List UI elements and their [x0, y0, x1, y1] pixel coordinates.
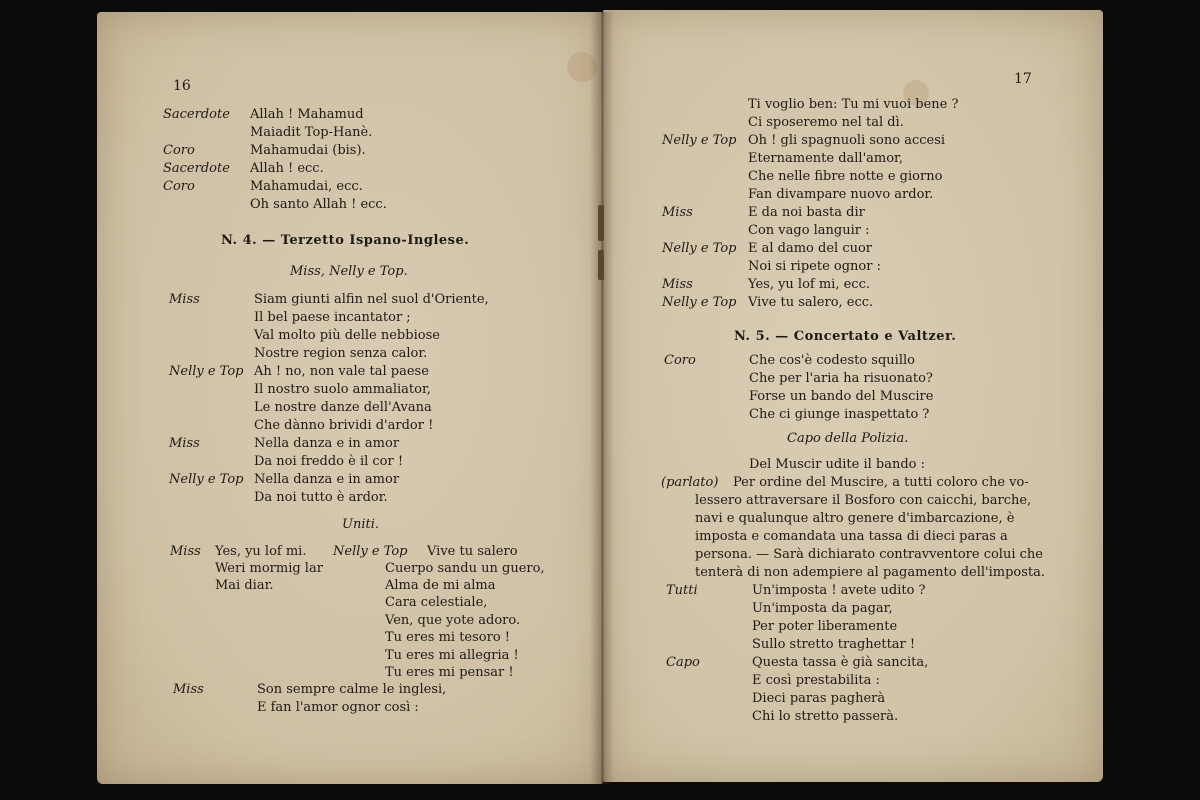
- verse-line: Mai diar.: [215, 578, 274, 593]
- speaker: Nelly e Top: [662, 295, 737, 310]
- prose-line: lessero attraversare il Bosforo con caicchi, barche,: [695, 493, 1032, 508]
- speaker: Sacerdote: [163, 161, 230, 176]
- speaker: Coro: [163, 179, 195, 194]
- page-number: 16: [173, 78, 191, 94]
- speaker: Sacerdote: [163, 107, 230, 122]
- verse-line: E da noi basta dir: [748, 205, 865, 220]
- verse-line: Un'imposta ! avete udito ?: [752, 583, 926, 598]
- speaker: Miss: [170, 544, 201, 559]
- verse-line: Forse un bando del Muscire: [749, 389, 934, 404]
- verse-line: Oh santo Allah ! ecc.: [250, 197, 387, 212]
- verse-line: Con vago languir :: [748, 223, 870, 238]
- verse-line: Le nostre danze dell'Avana: [254, 400, 432, 415]
- verse-line: Mahamudai, ecc.: [250, 179, 363, 194]
- speaker: Miss: [662, 205, 693, 220]
- page-number: 17: [1014, 71, 1032, 87]
- verse-line: Val molto più delle nebbiose: [254, 328, 440, 343]
- right-page: [603, 10, 1103, 782]
- verse-line: Siam giunti alfin nel suol d'Oriente,: [254, 292, 489, 307]
- verse-line: Yes, yu lof mi.: [215, 544, 307, 559]
- verse-line: Cuerpo sandu un guero,: [385, 561, 545, 576]
- verse-line: Vive tu salero: [427, 544, 518, 559]
- verse-line: Maiadit Top-Hanè.: [250, 125, 373, 140]
- verse-line: Oh ! gli spagnuoli sono accesi: [748, 133, 946, 148]
- verse-line: Weri mormig lar: [215, 561, 323, 576]
- prose-line: navi e qualunque altro genere d'imbarcazione, è: [695, 511, 1015, 526]
- binding-stitch: [598, 250, 604, 280]
- speaker: Nelly e Top: [169, 364, 244, 379]
- verse-line: Nostre region senza calor.: [254, 346, 428, 361]
- speaker: Miss: [662, 277, 693, 292]
- capo-heading: Capo della Polizia.: [787, 431, 909, 446]
- speaker: Capo: [666, 655, 700, 670]
- verse-line: Questa tassa è già sancita,: [752, 655, 929, 670]
- speaker: Nelly e Top: [333, 544, 408, 559]
- verse-line: Chi lo stretto passerà.: [752, 709, 899, 724]
- verse-line: Da noi tutto è ardor.: [254, 490, 388, 505]
- verse-line: Che per l'aria ha risuonato?: [749, 371, 933, 386]
- speaker: Miss: [169, 292, 200, 307]
- parlato-label: (parlato): [661, 475, 719, 490]
- speaker: Nelly e Top: [169, 472, 244, 487]
- verse-line: Il bel paese incantator ;: [254, 310, 411, 325]
- verse-line: Nella danza e in amor: [254, 436, 400, 451]
- uniti-heading: Uniti.: [342, 517, 380, 532]
- verse-line: Yes, yu lof mi, ecc.: [748, 277, 870, 292]
- verse-line: Ah ! no, non vale tal paese: [254, 364, 429, 379]
- verse-line: Mahamudai (bis).: [250, 143, 366, 158]
- verse-line: Tu eres mi tesoro !: [385, 630, 511, 645]
- verse-line: Sullo stretto traghettar !: [752, 637, 916, 652]
- verse-line: Allah ! ecc.: [250, 161, 324, 176]
- verse-line: Fan divampare nuovo ardor.: [748, 187, 934, 202]
- verse-line: Ci sposeremo nel tal dì.: [748, 115, 904, 130]
- verse-line: Noi si ripete ognor :: [748, 259, 881, 274]
- prose-line: tenterà di non adempiere al pagamento dell'imposta.: [695, 565, 1046, 580]
- verse-line: Alma de mi alma: [385, 578, 496, 593]
- speaker: Miss: [169, 436, 200, 451]
- verse-line: Che dànno brividi d'ardor !: [254, 418, 434, 433]
- verse-line: Cara celestiale,: [385, 595, 488, 610]
- prose-line: persona. — Sarà dichiarato contravventore colui che: [695, 547, 1043, 562]
- verse-line: Per poter liberamente: [752, 619, 898, 634]
- verse-line: Vive tu salero, ecc.: [748, 295, 874, 310]
- speaker: Nelly e Top: [662, 241, 737, 256]
- verse-line: Un'imposta da pagar,: [752, 601, 893, 616]
- binding-stitch: [598, 205, 604, 241]
- verse-line: Del Muscir udite il bando :: [749, 457, 926, 472]
- verse-line: Eternamente dall'amor,: [748, 151, 903, 166]
- verse-line: E al damo del cuor: [748, 241, 873, 256]
- speaker: Coro: [163, 143, 195, 158]
- speaker: Miss: [173, 682, 204, 697]
- verse-line: Ti voglio ben: Tu mi vuoi bene ?: [748, 97, 959, 112]
- verse-line: Son sempre calme le inglesi,: [257, 682, 447, 697]
- verse-line: E fan l'amor ognor così :: [257, 700, 419, 715]
- prose-line: Per ordine del Muscire, a tutti coloro che vo-: [733, 475, 1029, 490]
- verse-line: Nella danza e in amor: [254, 472, 400, 487]
- verse-line: Dieci paras pagherà: [752, 691, 886, 706]
- binding-gutter: [590, 12, 614, 784]
- verse-line: Che cos'è codesto squillo: [749, 353, 915, 368]
- verse-line: Da noi freddo è il cor !: [254, 454, 404, 469]
- speaker: Nelly e Top: [662, 133, 737, 148]
- section-title: N. 4. — Terzetto Ispano-Inglese.: [221, 233, 470, 248]
- left-page: [97, 12, 603, 784]
- verse-line: Tu eres mi pensar !: [385, 665, 514, 680]
- verse-line: Che ci giunge inaspettato ?: [749, 407, 930, 422]
- section-subtitle: Miss, Nelly e Top.: [290, 264, 408, 279]
- verse-line: E così prestabilita :: [752, 673, 880, 688]
- verse-line: Che nelle fibre notte e giorno: [748, 169, 943, 184]
- verse-line: Tu eres mi allegria !: [385, 648, 519, 663]
- prose-line: imposta e comandata una tassa di dieci paras a: [695, 529, 1008, 544]
- verse-line: Ven, que yote adoro.: [385, 613, 521, 628]
- speaker: Coro: [664, 353, 696, 368]
- verse-line: Allah ! Mahamud: [250, 107, 364, 122]
- speaker: Tutti: [666, 583, 698, 598]
- verse-line: Il nostro suolo ammaliator,: [254, 382, 431, 397]
- section-title: N. 5. — Concertato e Valtzer.: [734, 329, 957, 344]
